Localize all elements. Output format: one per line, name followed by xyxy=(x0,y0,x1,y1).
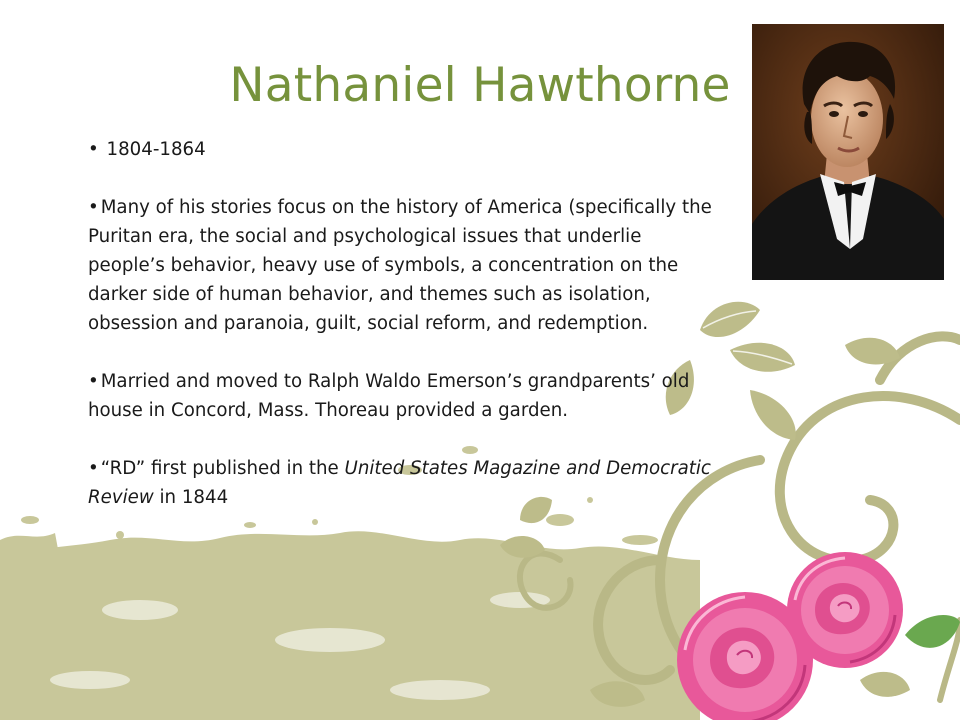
bullet-dot: • xyxy=(88,139,99,160)
bullet-text-post: in 1844 xyxy=(153,487,229,508)
bullet-publication xyxy=(88,454,713,512)
bullet-text: 1804-1864 xyxy=(106,139,206,160)
bullet-dates xyxy=(88,135,713,164)
bullet-dot: • xyxy=(88,197,99,218)
bullet-text: Married and moved to Ralph Waldo Emerson’s grandparents’ old house in Concord, Mass. Thoreau provided a garden. xyxy=(88,371,690,421)
slide-title: Nathaniel Hawthorne xyxy=(229,58,731,113)
bullet-text-pre: “RD” first published in the xyxy=(100,458,345,479)
roses xyxy=(677,552,903,720)
bullet-marriage xyxy=(88,367,713,425)
bullet-themes xyxy=(88,193,713,338)
bullet-dot: • xyxy=(88,458,99,479)
green-leaf xyxy=(905,615,960,648)
slide-body xyxy=(88,135,713,512)
bullet-dot: • xyxy=(88,371,99,392)
portrait-image xyxy=(752,24,944,280)
publication-title: United States Magazine and Democratic Review xyxy=(88,458,711,508)
bullet-text: Many of his stories focus on the history of America (specifically the Puritan era, the social and psychological issues that underlie people’s behavior, heavy use of symbols, a concentration on the darker side of human behavior, and themes such as isolation, obsession and paranoia, guilt, social reform, and redemption. xyxy=(88,197,712,334)
